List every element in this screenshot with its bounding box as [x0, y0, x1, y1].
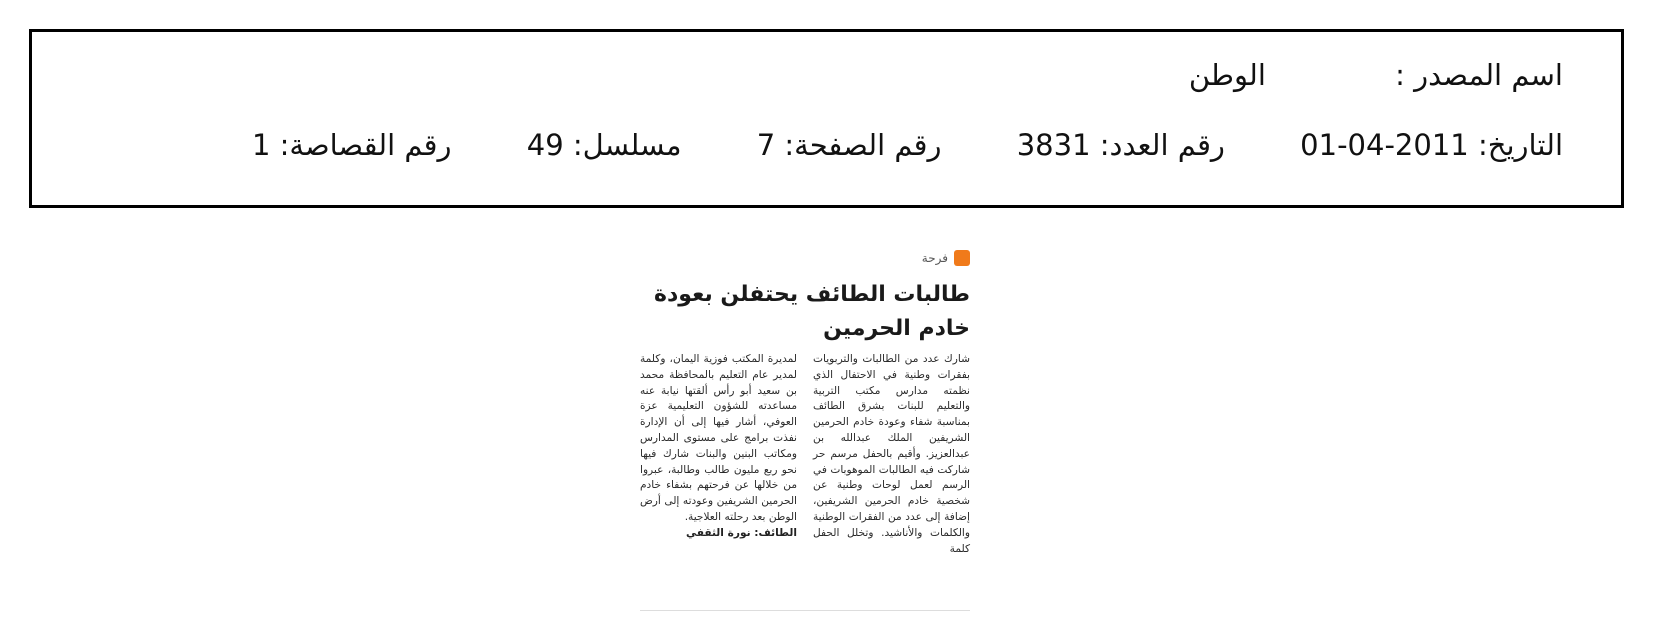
article-columns	[640, 352, 970, 557]
page-number-field: رقم الصفحة: 7	[756, 128, 942, 162]
clip-number-field: رقم القصاصة: 1	[251, 128, 452, 162]
newspaper-clipping	[640, 244, 970, 618]
serial-field: مسلسل: 49	[526, 128, 682, 162]
article-column-2	[640, 352, 797, 557]
section-tag	[922, 250, 970, 266]
orange-square-icon	[954, 250, 970, 266]
article-column-1: شارك عدد من الطالبات والتربويات بفقرات وطنية في الاحتفال الذي نظمته مدارس مكتب التربية والتعليم للبنات بشرق الطائف بمناسبة شفاء وعودة خادم الحرمين الشريفين الملك عبدالله بن عبدالعزيز. وأقيم بالحفل مرسم حر شاركت فيه الطالبات الموهوبات في الرسم لعمل لوحات وطنية عن شخصية خادم الحرمين الشريفين، إضافة إلى عدد من الفقرات الوطنية والكلمات والأناشيد. وتخلل الحفل كلمة	[813, 353, 970, 555]
source-info-box	[29, 29, 1624, 208]
section-label: فرحة	[921, 251, 948, 265]
article-column-2-text: لمديرة المكتب فوزية اليمان، وكلمة لمدير عام التعليم بالمحافظة محمد بن سعيد أبو رأس ألقتها نيابة عنه مساعدته للشؤون التعليمية عزة العوفي، أشار فيها إلى أن الإدارة نفذت برامج على مستوى المدارس ومكاتب البنين والبنات شارك فيها نحو ربع مليون طالب وطالبة، عبروا من خلالها عن فرحتهم بشفاء خادم الحرمين الشريفين وعودته إلى أرض الوطن بعد رحلته العلاجية.	[640, 353, 797, 523]
source-value: الوطن	[1188, 58, 1266, 92]
issue-number-field: رقم العدد: 3831	[1016, 128, 1225, 162]
article-headline: طالبات الطائف يحتفلن بعودة خادم الحرمين	[654, 282, 970, 341]
meta-row	[252, 127, 1563, 163]
source-label: اسم المصدر :	[1395, 58, 1563, 92]
clipping-bottom-rule	[640, 610, 970, 611]
date-field: التاريخ: 2011-04-01	[1300, 128, 1563, 162]
source-row	[1189, 57, 1563, 93]
article-byline: الطائف: نورة الثقفي	[686, 526, 797, 539]
